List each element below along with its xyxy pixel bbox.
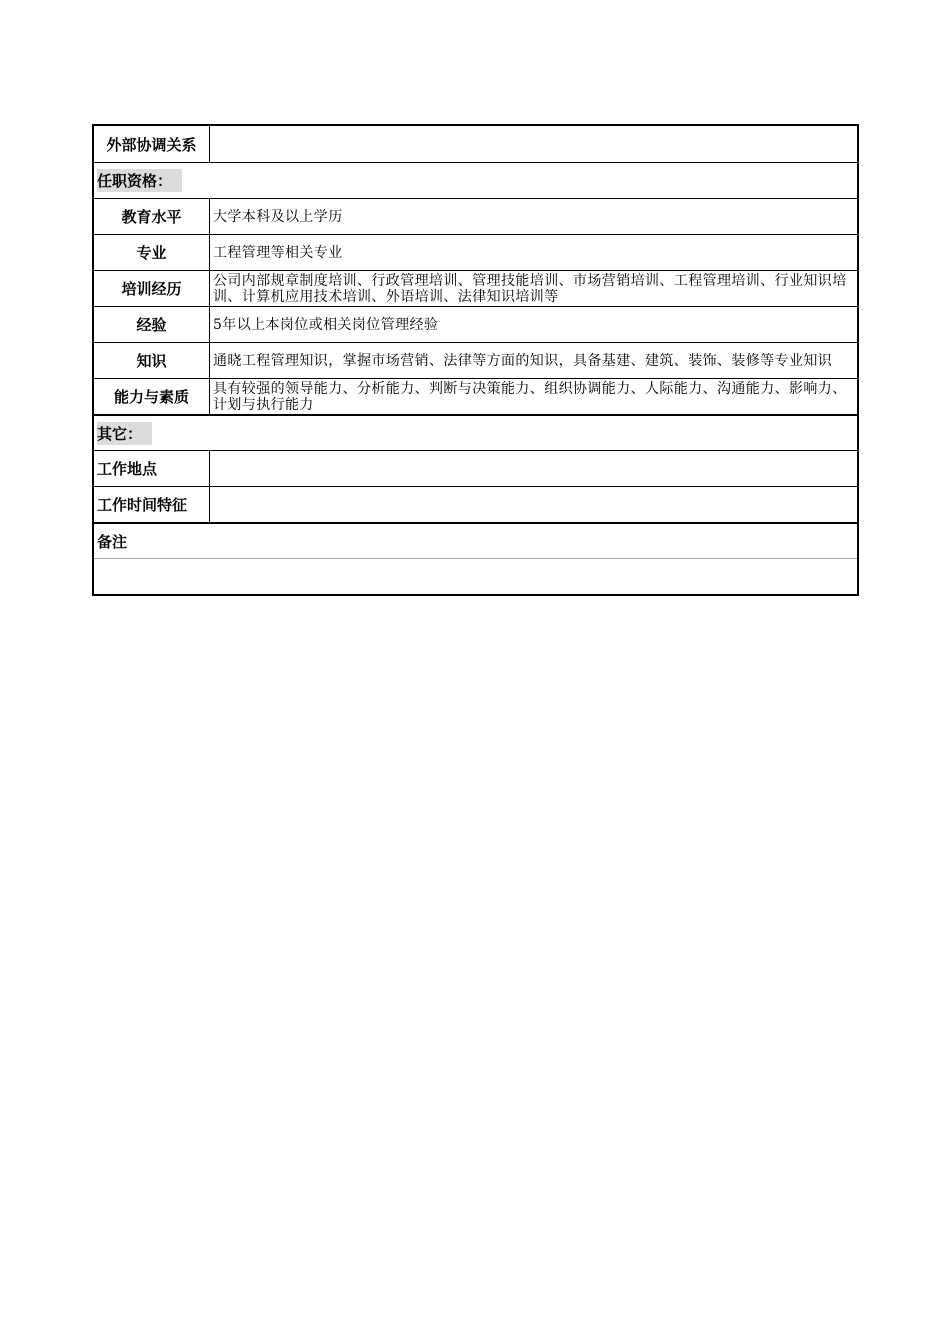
label-external-coordination: 外部协调关系 bbox=[94, 126, 210, 162]
value-remarks bbox=[94, 559, 857, 594]
job-description-table bbox=[92, 124, 859, 596]
label-experience: 经验 bbox=[94, 307, 210, 342]
section-other-title: 其它： bbox=[97, 422, 152, 445]
section-qualifications bbox=[94, 162, 857, 198]
value-abilities: 具有较强的领导能力、分析能力、判断与决策能力、组织协调能力、人际能力、沟通能力、影响力、计划与执行能力 bbox=[213, 380, 847, 413]
label-training: 培训经历 bbox=[94, 271, 210, 306]
row-remarks-content bbox=[94, 558, 857, 594]
value-work-hours bbox=[210, 487, 857, 522]
row-abilities bbox=[94, 378, 857, 414]
section-remarks bbox=[94, 522, 857, 558]
value-training: 公司内部规章制度培训、行政管理培训、管理技能培训、市场营销培训、工程管理培训、行业知识培训、计算机应用技术培训、外语培训、法律知识培训等 bbox=[213, 272, 847, 305]
section-remarks-title: 备注 bbox=[97, 532, 128, 551]
row-knowledge bbox=[94, 342, 857, 378]
label-abilities: 能力与素质 bbox=[94, 379, 210, 414]
label-work-hours: 工作时间特征 bbox=[94, 487, 210, 522]
row-major bbox=[94, 234, 857, 270]
value-major: 工程管理等相关专业 bbox=[213, 244, 343, 261]
row-external-coordination bbox=[94, 126, 857, 162]
row-education bbox=[94, 198, 857, 234]
value-knowledge: 通晓工程管理知识，掌握市场营销、法律等方面的知识，具备基建、建筑、装饰、装修等专业知识 bbox=[213, 352, 833, 369]
value-experience: 5年以上本岗位或相关岗位管理经验 bbox=[213, 316, 439, 333]
value-work-location bbox=[210, 451, 857, 486]
label-major: 专业 bbox=[94, 235, 210, 270]
section-other bbox=[94, 414, 857, 450]
row-training bbox=[94, 270, 857, 306]
label-education: 教育水平 bbox=[94, 199, 210, 234]
value-external-coordination bbox=[210, 126, 857, 162]
row-experience bbox=[94, 306, 857, 342]
section-qualifications-title: 任职资格： bbox=[97, 169, 182, 192]
row-work-location bbox=[94, 450, 857, 486]
value-education: 大学本科及以上学历 bbox=[213, 208, 343, 225]
label-work-location: 工作地点 bbox=[94, 451, 210, 486]
label-knowledge: 知识 bbox=[94, 343, 210, 378]
row-work-hours bbox=[94, 486, 857, 522]
